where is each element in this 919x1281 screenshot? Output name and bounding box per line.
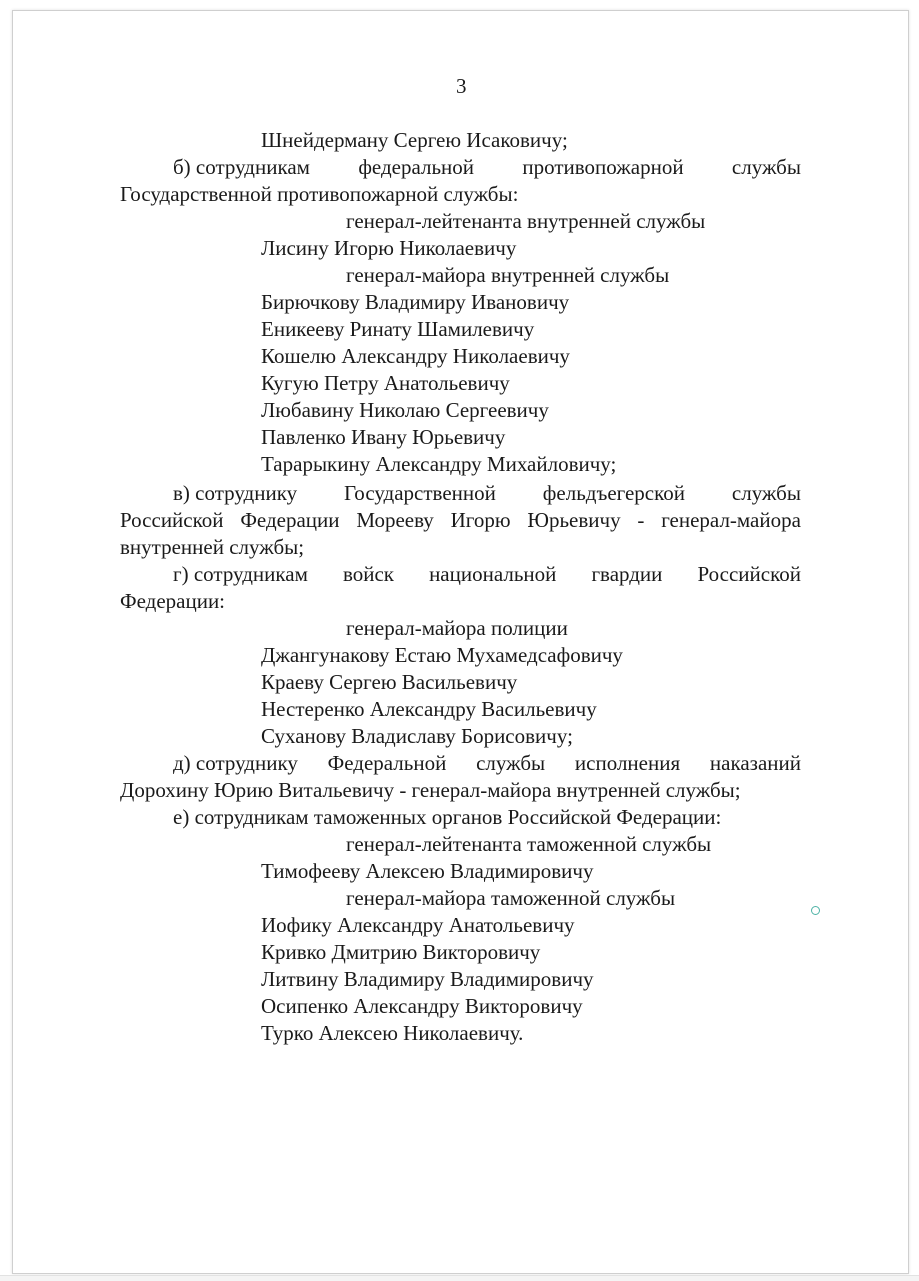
award-recipient: Бирючкову Владимиру Ивановичу <box>261 290 570 314</box>
paragraph-v-line1 <box>173 480 801 507</box>
award-recipient: Суханову Владиславу Борисовичу; <box>261 724 573 748</box>
award-recipient: Еникееву Ринату Шамилевичу <box>261 317 535 341</box>
word: национальной <box>429 562 557 586</box>
rank-heading: генерал-майора таможенной службы <box>346 886 676 910</box>
award-recipient: Любавину Николаю Сергеевичу <box>261 398 549 422</box>
award-recipient: Кугую Петру Анатольевичу <box>261 371 510 395</box>
paragraph-d-line1 <box>173 750 801 777</box>
award-recipient: Шнейдерману Сергею Исаковичу; <box>261 128 568 152</box>
award-recipient: Осипенко Александру Викторовичу <box>261 994 583 1018</box>
word: противопожарной <box>522 155 684 179</box>
rank-heading: генерал-лейтенанта внутренней службы <box>346 209 706 233</box>
word: Игорю <box>450 508 511 532</box>
award-recipient: Турко Алексею Николаевичу. <box>261 1021 524 1045</box>
award-recipient: Нестеренко Александру Васильевичу <box>261 697 597 721</box>
rank-heading: генерал-лейтенанта таможенной службы <box>346 832 712 856</box>
award-recipient: Кошелю Александру Николаевичу <box>261 344 570 368</box>
word: Российской <box>697 562 801 586</box>
word: наказаний <box>709 751 801 775</box>
award-recipient: Павленко Ивану Юрьевичу <box>261 425 506 449</box>
word: - <box>637 508 645 532</box>
viewer-bottom-edge <box>0 1275 919 1281</box>
annotation-marker-icon[interactable] <box>811 906 820 915</box>
word: службы <box>476 751 546 775</box>
rank-heading: генерал-майора внутренней службы <box>346 263 670 287</box>
word: фельдъегерской <box>542 481 685 505</box>
award-recipient: Тарарыкину Александру Михайловичу; <box>261 452 617 476</box>
paragraph-g-line2: Федерации: <box>120 589 226 613</box>
award-recipient: Литвину Владимиру Владимировичу <box>261 967 594 991</box>
award-recipient: Лисину Игорю Николаевичу <box>261 236 517 260</box>
award-recipient: Краеву Сергею Васильевичу <box>261 670 518 694</box>
rank-heading: генерал-майора полиции <box>346 616 568 640</box>
word: Морееву <box>356 508 434 532</box>
word: службы <box>731 481 801 505</box>
word: службы <box>731 155 801 179</box>
word: исполнения <box>574 751 681 775</box>
award-recipient: Иофику Александру Анатольевичу <box>261 913 575 937</box>
word: гвардии <box>591 562 663 586</box>
paragraph-v-line2 <box>120 507 801 534</box>
award-recipient: Кривко Дмитрию Викторовичу <box>261 940 541 964</box>
word: г) сотрудникам <box>173 562 308 586</box>
word: федеральной <box>358 155 475 179</box>
word: б) сотрудникам <box>173 155 310 179</box>
word: в) сотруднику <box>173 481 298 505</box>
page-number: 3 <box>456 74 467 98</box>
paragraph-b-line2: Государственной противопожарной службы: <box>120 182 519 206</box>
word: Федерации <box>240 508 340 532</box>
paragraph-g-line1 <box>173 561 801 588</box>
award-recipient: Джангунакову Естаю Мухамедсафовичу <box>261 643 623 667</box>
word: Государственной <box>344 481 496 505</box>
paragraph-v-line3: внутренней службы; <box>120 535 305 559</box>
paragraph-d-line2: Дорохину Юрию Витальевичу - генерал-майора внутренней службы; <box>120 778 741 802</box>
word: д) сотруднику <box>173 751 298 775</box>
award-recipient: Тимофееву Алексею Владимировичу <box>261 859 594 883</box>
paragraph-e-line1: е) сотрудникам таможенных органов Российской Федерации: <box>173 805 722 829</box>
word: Юрьевичу <box>527 508 621 532</box>
word: генерал-майора <box>661 508 801 532</box>
word: Российской <box>120 508 224 532</box>
word: Федеральной <box>327 751 447 775</box>
paragraph-b-line1 <box>173 154 801 181</box>
word: войск <box>342 562 394 586</box>
